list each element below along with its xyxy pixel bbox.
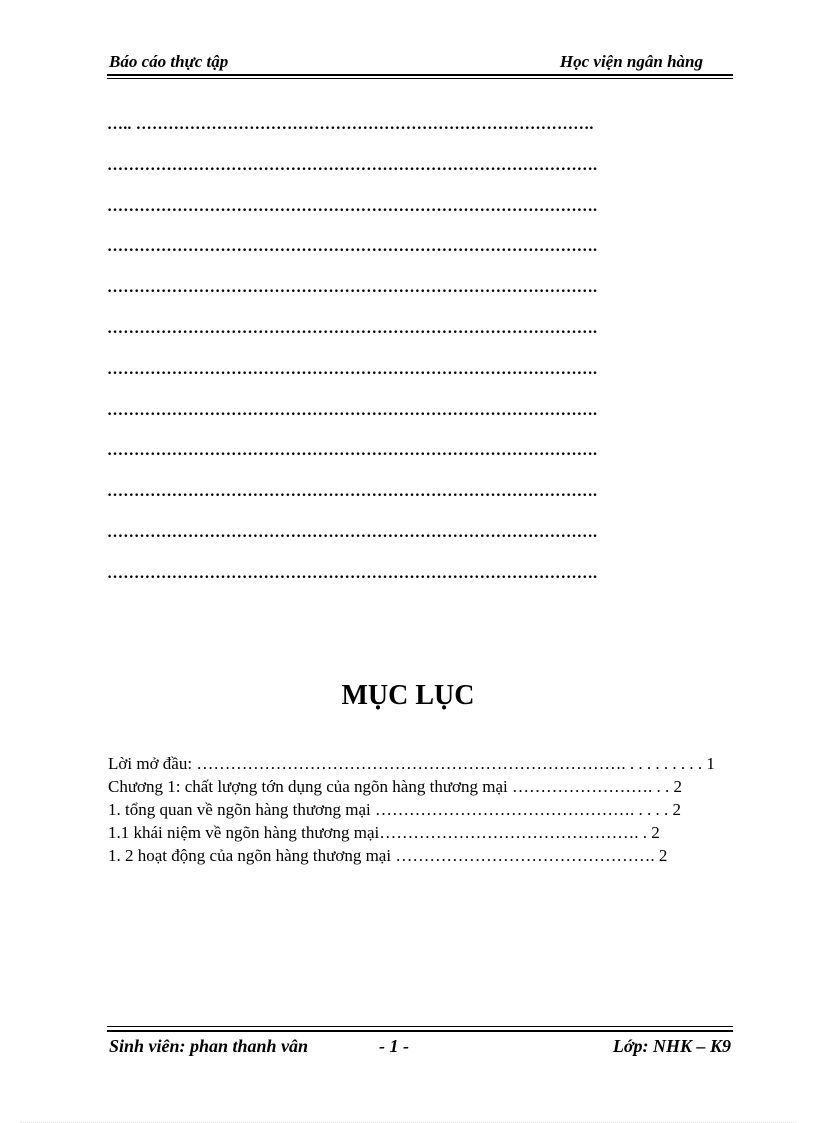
- header-rule: [107, 74, 733, 76]
- footer-page-number: - 1 -: [379, 1036, 409, 1056]
- dotted-line: ……………………………………………………………………………….: [107, 197, 598, 215]
- dotted-line: ……………………………………………………………………………….: [107, 360, 598, 378]
- dotted-line: ……………………………………………………………………………….: [107, 319, 598, 337]
- page-footer: [107, 1026, 733, 1062]
- toc-entry-intro: Lời mở đầu: …………………………………………………………………. . . . . . . . . . 1: [108, 754, 715, 773]
- dotted-line: ……………………………………………………………………………….: [107, 442, 598, 460]
- dotted-lines-block: [107, 116, 677, 606]
- dotted-line: ……………………………………………………………………………….: [107, 564, 598, 582]
- toc-title: MỤC LỤC: [341, 680, 475, 711]
- dotted-line: ….. ………………………………………………………………………….: [107, 116, 594, 133]
- dotted-line: ……………………………………………………………………………….: [107, 238, 598, 256]
- toc-entry-section-1: 1. tổng quan về ngõn hàng thương mại ………………………………………. . . . . 2: [108, 800, 682, 819]
- footer-rule: [107, 1030, 733, 1032]
- footer-rule-thin: [107, 1026, 733, 1027]
- dotted-line: ……………………………………………………………………………….: [107, 523, 598, 541]
- footer-class: Lớp: NHK – K9: [612, 1036, 731, 1056]
- header-report-title: Báo cáo thực tập: [109, 52, 229, 71]
- toc-entry-section-1-2: 1. 2 hoạt động của ngõn hàng thương mại ………………………………………. 2: [108, 846, 668, 865]
- page-header: [107, 50, 733, 78]
- toc-entry-section-1-1: 1.1 khái niệm về ngõn hàng thương mại………………………………………. . 2: [108, 823, 660, 842]
- header-institution: Học viện ngân hàng: [559, 52, 703, 71]
- toc-entry-chapter-1: Chương 1: chất lượng tớn dụng của ngõn hàng thương mại ……………………. . . 2: [108, 777, 683, 796]
- table-of-contents: [108, 752, 733, 867]
- dotted-line: ……………………………………………………………………………….: [107, 279, 598, 297]
- footer-student-name: Sinh viên: phan thanh vân: [109, 1036, 309, 1056]
- header-rule-thin: [107, 78, 733, 79]
- dotted-line: ……………………………………………………………………………….: [107, 401, 598, 419]
- dotted-line: ……………………………………………………………………………….: [107, 483, 598, 501]
- dotted-line: ……………………………………………………………………………….: [107, 156, 598, 174]
